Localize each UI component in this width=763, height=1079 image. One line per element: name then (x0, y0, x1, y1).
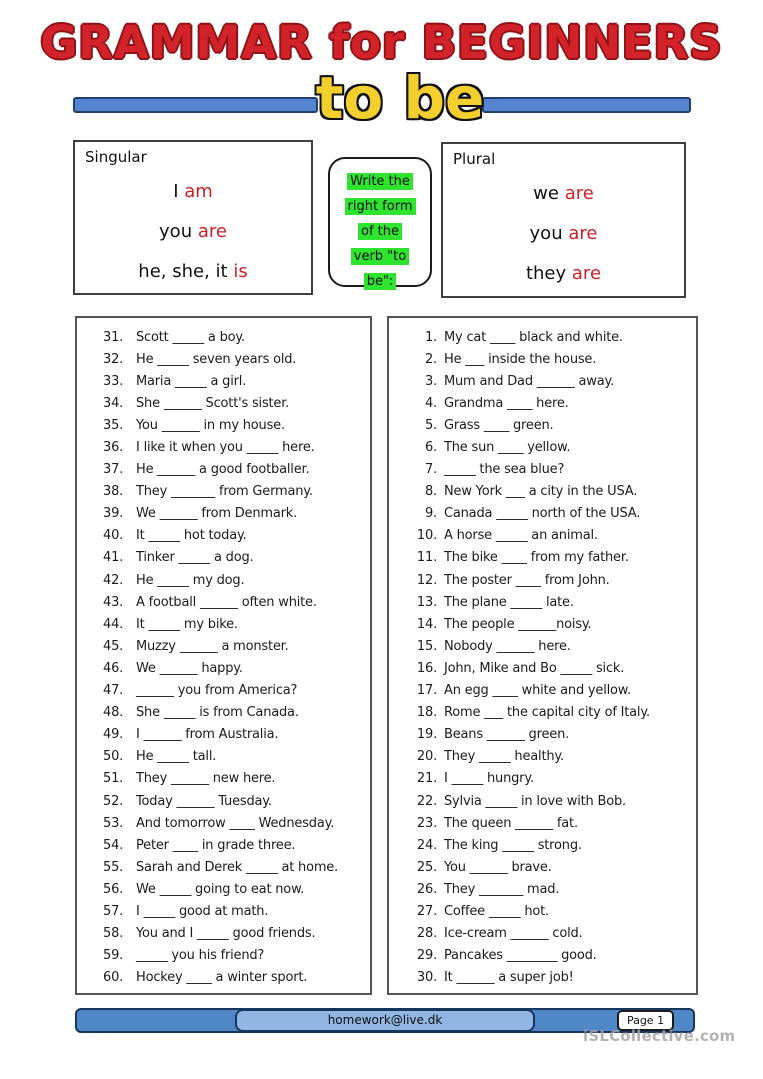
exercise-number: 21. (416, 771, 437, 787)
exercise-number: 3. (424, 373, 437, 389)
exercise-number: 52. (103, 793, 124, 809)
exercise-box-left (75, 316, 372, 995)
exercise-item (389, 657, 696, 679)
exercise-text: I ______ from Australia. (136, 727, 279, 743)
exercise-text: I like it when you _____ here. (136, 440, 315, 456)
exercise-number: 6. (424, 440, 437, 456)
pronoun-row (443, 254, 684, 294)
pronoun-row (443, 174, 684, 214)
instruction-line-text: be": (364, 273, 397, 290)
exercise-item (389, 702, 696, 724)
exercise-number: 25. (416, 859, 437, 875)
exercise-number: 17. (416, 683, 437, 699)
singular-rows (75, 172, 311, 292)
exercise-number: 11. (416, 550, 437, 566)
exercise-text: Rome ___ the capital city of Italy. (444, 705, 650, 721)
singular-box (73, 140, 313, 295)
exercise-text: Muzzy ______ a monster. (136, 638, 289, 654)
plural-rows (443, 174, 684, 294)
exercise-item (77, 635, 370, 657)
exercise-number: 35. (103, 417, 124, 433)
exercise-number: 24. (416, 837, 437, 853)
exercise-text: The people ______noisy. (444, 616, 592, 632)
instruction-lines (330, 159, 430, 293)
exercise-number: 10. (416, 528, 437, 544)
exercise-text: He _____ my dog. (136, 572, 245, 588)
exercise-text: My cat ____ black and white. (444, 329, 623, 345)
exercise-text: _____ you his friend? (136, 948, 265, 964)
page-subtitle: to be (315, 64, 485, 132)
exercise-item (389, 635, 696, 657)
exercise-item (389, 790, 696, 812)
exercise-text: They _______ mad. (444, 881, 560, 897)
exercise-text: A horse _____ an animal. (444, 528, 598, 544)
exercise-text: She _____ is from Canada. (136, 705, 299, 721)
exercise-item (389, 547, 696, 569)
exercise-number: 14. (416, 616, 437, 632)
exercise-item (77, 790, 370, 812)
exercise-item (389, 503, 696, 525)
exercise-text: Coffee _____ hot. (444, 903, 549, 919)
exercise-text: He ______ a good footballer. (136, 462, 310, 478)
exercise-item (77, 657, 370, 679)
instruction-line-text: Write the (347, 173, 413, 190)
exercise-item (77, 547, 370, 569)
exercise-item (77, 923, 370, 945)
exercise-text: The queen ______ fat. (444, 815, 578, 831)
exercise-number: 41. (103, 550, 124, 566)
exercise-item (389, 481, 696, 503)
exercise-number: 53. (103, 815, 124, 831)
decorative-bar-left (73, 97, 318, 113)
pronoun-row (75, 252, 311, 292)
exercise-number: 2. (424, 351, 437, 367)
verb-text: is (233, 261, 248, 282)
exercise-number: 28. (416, 926, 437, 942)
exercise-number: 31. (103, 329, 124, 345)
exercise-number: 37. (103, 462, 124, 478)
exercise-number: 54. (103, 837, 124, 853)
verb-text: are (568, 223, 598, 244)
exercise-number: 59. (103, 948, 124, 964)
exercise-item (389, 459, 696, 481)
instruction-line (330, 193, 430, 218)
exercise-item (389, 414, 696, 436)
exercise-text: It _____ my bike. (136, 616, 238, 632)
exercise-text: You and I _____ good friends. (136, 926, 316, 942)
verb-text: are (197, 221, 227, 242)
page-number-badge: Page 1 (617, 1010, 674, 1031)
exercise-item (389, 370, 696, 392)
exercise-item (77, 768, 370, 790)
exercise-number: 45. (103, 638, 124, 654)
exercise-text: I _____ hungry. (444, 771, 534, 787)
exercise-number: 48. (103, 705, 124, 721)
exercise-item (389, 945, 696, 967)
exercise-text: Grass ____ green. (444, 417, 554, 433)
exercise-text: Sylvia _____ in love with Bob. (444, 793, 626, 809)
exercise-text: Ice-cream ______ cold. (444, 926, 583, 942)
exercise-text: It _____ hot today. (136, 528, 247, 544)
page-title: GRAMMAR for BEGINNERS (40, 16, 723, 69)
exercise-text: Canada _____ north of the USA. (444, 506, 641, 522)
exercise-number: 33. (103, 373, 124, 389)
exercise-item (389, 613, 696, 635)
exercise-text: Hockey ____ a winter sport. (136, 970, 308, 986)
exercise-number: 27. (416, 903, 437, 919)
exercise-item (77, 370, 370, 392)
instruction-line-text: right form (345, 198, 416, 215)
pronoun-text: you (529, 223, 563, 244)
exercise-item (77, 591, 370, 613)
pronoun-row (75, 212, 311, 252)
exercise-text: He _____ tall. (136, 749, 217, 765)
exercise-box-right (387, 316, 698, 995)
exercise-number: 13. (416, 594, 437, 610)
exercise-text: Tinker _____ a dog. (136, 550, 254, 566)
exercise-item (389, 878, 696, 900)
exercise-number: 47. (103, 683, 124, 699)
pronoun-text: you (159, 221, 193, 242)
instruction-line (330, 168, 430, 193)
exercise-number: 19. (416, 727, 437, 743)
exercise-number: 32. (103, 351, 124, 367)
exercise-number: 29. (416, 948, 437, 964)
exercise-item (77, 459, 370, 481)
exercise-text: He _____ seven years old. (136, 351, 297, 367)
exercise-text: Scott _____ a boy. (136, 329, 245, 345)
exercise-item (389, 326, 696, 348)
exercise-item (77, 834, 370, 856)
exercise-number: 50. (103, 749, 124, 765)
exercise-number: 57. (103, 903, 124, 919)
exercise-text: You ______ in my house. (136, 417, 285, 433)
exercise-text: The poster ____ from John. (444, 572, 610, 588)
instruction-line-text: of the (358, 223, 402, 240)
exercise-item (77, 414, 370, 436)
exercise-number: 23. (416, 815, 437, 831)
exercise-item (389, 900, 696, 922)
exercise-number: 12. (416, 572, 437, 588)
instruction-line (330, 268, 430, 293)
exercise-item (77, 967, 370, 989)
exercise-number: 7. (424, 462, 437, 478)
exercise-number: 34. (103, 395, 124, 411)
exercise-text: An egg ____ white and yellow. (444, 683, 631, 699)
exercise-text: Mum and Dad ______ away. (444, 373, 615, 389)
singular-label: Singular (85, 148, 147, 166)
pronoun-text: they (525, 263, 567, 284)
exercise-item (77, 392, 370, 414)
exercise-text: Maria _____ a girl. (136, 373, 247, 389)
footer-email: homework@live.dk (235, 1009, 535, 1032)
exercise-text: The sun ____ yellow. (444, 440, 571, 456)
plural-label: Plural (453, 150, 496, 168)
pronoun-text: I (173, 181, 179, 202)
exercise-item (77, 613, 370, 635)
exercise-text: We _____ going to eat now. (136, 881, 305, 897)
exercise-text: New York ___ a city in the USA. (444, 484, 638, 500)
plural-box (441, 142, 686, 298)
exercise-item (77, 856, 370, 878)
exercise-item (389, 923, 696, 945)
exercise-number: 5. (424, 417, 437, 433)
exercise-item (389, 680, 696, 702)
exercise-item (389, 856, 696, 878)
exercise-item (77, 503, 370, 525)
verb-text: are (571, 263, 602, 284)
exercise-number: 16. (416, 660, 437, 676)
exercise-text: They ______ new here. (136, 771, 276, 787)
exercise-number: 40. (103, 528, 124, 544)
exercise-number: 44. (103, 616, 124, 632)
exercise-number: 42. (103, 572, 124, 588)
exercise-item (77, 348, 370, 370)
exercise-number: 56. (103, 881, 124, 897)
exercise-item (77, 878, 370, 900)
watermark: iSLCollective.com (583, 1027, 736, 1045)
exercise-item (389, 834, 696, 856)
exercise-text: Pancakes ________ good. (444, 948, 597, 964)
verb-text: are (564, 183, 594, 204)
exercise-item (389, 569, 696, 591)
exercise-item (77, 326, 370, 348)
exercise-text: Beans ______ green. (444, 727, 570, 743)
exercise-item (389, 348, 696, 370)
exercise-number: 26. (416, 881, 437, 897)
exercise-item (389, 436, 696, 458)
exercise-text: The plane _____ late. (444, 594, 574, 610)
decorative-bar-right (482, 97, 691, 113)
exercise-text: He ___ inside the house. (444, 351, 597, 367)
exercise-text: Grandma ____ here. (444, 395, 569, 411)
exercise-text: The bike ____ from my father. (444, 550, 629, 566)
exercise-item (77, 746, 370, 768)
exercise-text: We ______ from Denmark. (136, 506, 298, 522)
exercise-number: 36. (103, 440, 124, 456)
exercise-text: She ______ Scott's sister. (136, 395, 290, 411)
exercise-text: _____ the sea blue? (444, 462, 565, 478)
exercise-item (77, 525, 370, 547)
pronoun-row (443, 214, 684, 254)
instruction-line (330, 218, 430, 243)
exercise-item (389, 392, 696, 414)
exercise-text: We ______ happy. (136, 660, 243, 676)
exercise-text: The king _____ strong. (444, 837, 582, 853)
exercise-text: It ______ a super job! (444, 970, 574, 986)
exercise-text: And tomorrow ____ Wednesday. (136, 815, 335, 831)
exercise-item (77, 680, 370, 702)
exercise-item (389, 768, 696, 790)
exercise-item (77, 812, 370, 834)
exercise-item (389, 746, 696, 768)
exercise-number: 20. (416, 749, 437, 765)
exercise-item (77, 900, 370, 922)
instruction-line-text: verb "to (351, 248, 409, 265)
exercise-number: 49. (103, 727, 124, 743)
exercise-text: A football ______ often white. (136, 594, 317, 610)
exercise-number: 4. (424, 395, 437, 411)
exercise-number: 22. (416, 793, 437, 809)
exercise-number: 55. (103, 859, 124, 875)
exercise-item (389, 591, 696, 613)
exercise-item (389, 724, 696, 746)
exercise-text: I _____ good at math. (136, 903, 269, 919)
exercise-number: 60. (103, 970, 124, 986)
exercise-number: 1. (424, 329, 437, 345)
exercise-text: You ______ brave. (444, 859, 552, 875)
pronoun-text: he, she, it (138, 261, 228, 282)
exercise-item (77, 569, 370, 591)
exercise-item (389, 812, 696, 834)
exercise-number: 30. (416, 970, 437, 986)
exercise-number: 15. (416, 638, 437, 654)
exercise-text: Today ______ Tuesday. (136, 793, 272, 809)
exercise-number: 43. (103, 594, 124, 610)
exercise-text: They _____ healthy. (444, 749, 564, 765)
exercise-number: 39. (103, 506, 124, 522)
instruction-box (328, 157, 432, 287)
instruction-line (330, 243, 430, 268)
exercise-number: 51. (103, 771, 124, 787)
exercise-number: 46. (103, 660, 124, 676)
exercise-text: Nobody ______ here. (444, 638, 571, 654)
exercise-item (389, 525, 696, 547)
pronoun-row (75, 172, 311, 212)
verb-text: am (184, 181, 213, 202)
pronoun-text: we (533, 183, 559, 204)
exercise-number: 8. (424, 484, 437, 500)
exercise-text: ______ you from America? (136, 683, 298, 699)
exercise-item (77, 702, 370, 724)
exercise-text: They _______ from Germany. (136, 484, 313, 500)
exercise-item (77, 945, 370, 967)
exercise-number: 9. (424, 506, 437, 522)
exercise-text: John, Mike and Bo _____ sick. (444, 660, 625, 676)
exercise-item (77, 724, 370, 746)
exercise-text: Peter ____ in grade three. (136, 837, 296, 853)
exercise-item (77, 436, 370, 458)
exercise-number: 58. (103, 926, 124, 942)
exercise-text: Sarah and Derek _____ at home. (136, 859, 339, 875)
exercise-number: 38. (103, 484, 124, 500)
exercise-item (389, 967, 696, 989)
exercise-number: 18. (416, 705, 437, 721)
exercise-item (77, 481, 370, 503)
